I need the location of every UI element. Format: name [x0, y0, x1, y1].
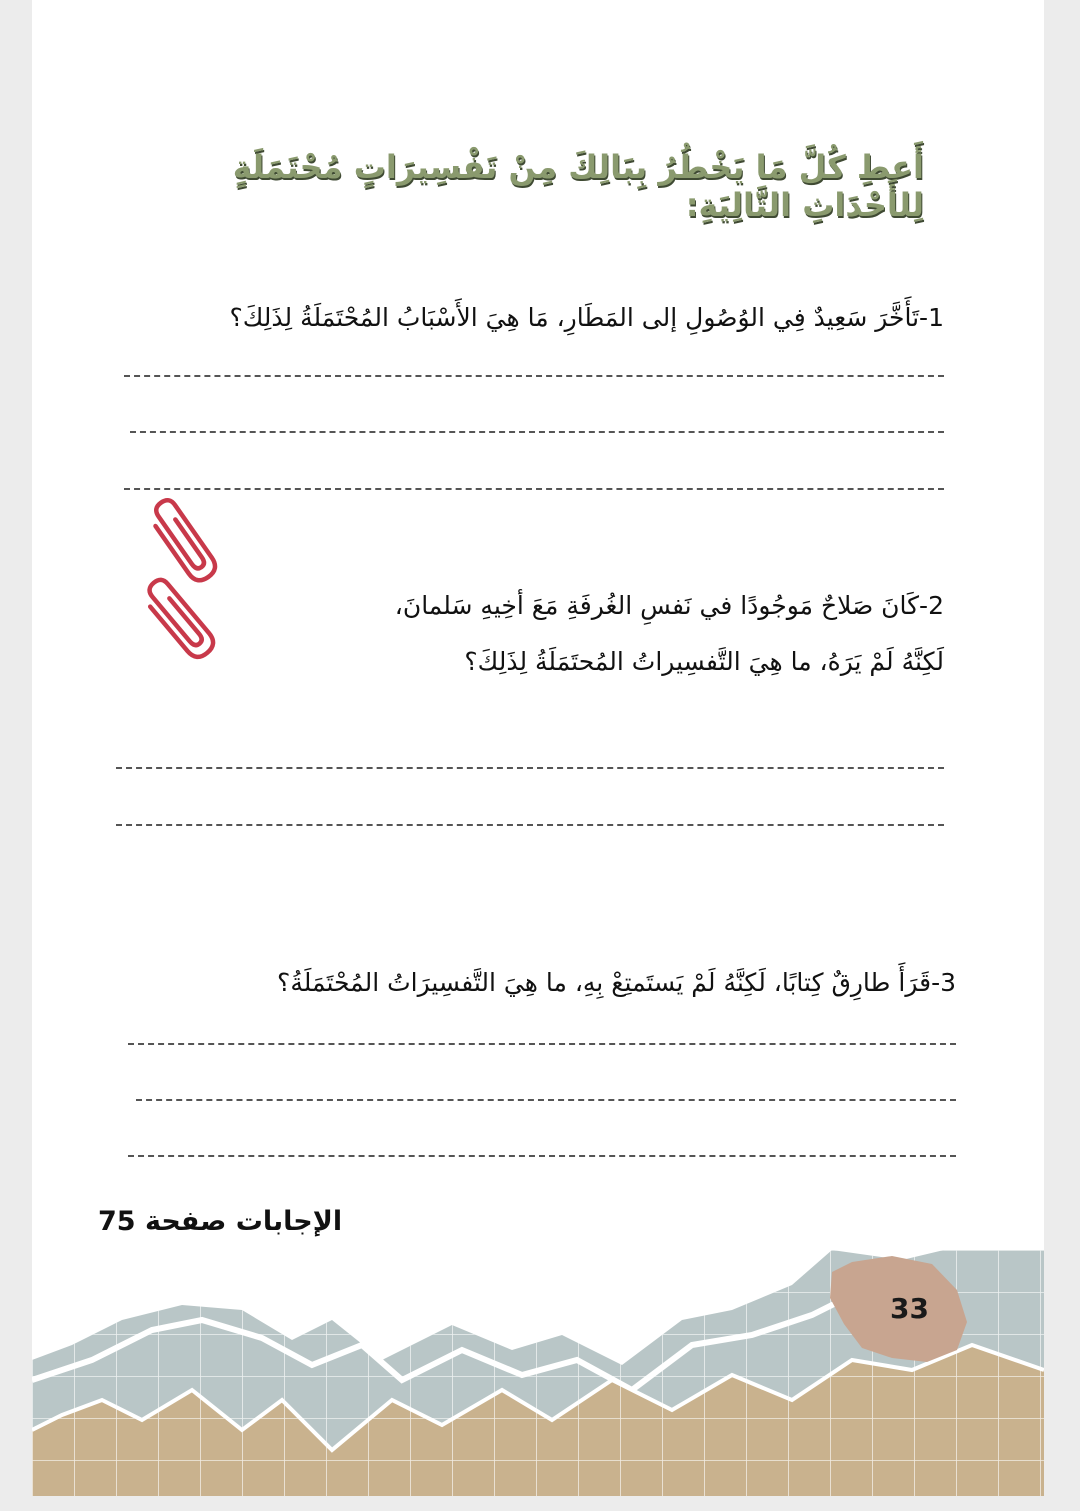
answer-line[interactable]: [116, 824, 944, 826]
answer-line[interactable]: [130, 431, 944, 433]
mountain-decoration: [32, 1250, 1044, 1496]
page-number: 33: [890, 1292, 929, 1325]
answer-line[interactable]: [128, 1043, 956, 1045]
question-3: [196, 963, 956, 1003]
answer-line[interactable]: [124, 375, 944, 377]
worksheet-page: [32, 0, 1044, 1496]
worksheet-heading: أَعطِ كُلَّ مَا يَخْطُرُ بِبَالِكَ مِنْ تَفْسِيرَاتٍ مُحْتَمَلَةٍ لِلأَحْدَاثِ التَّالِيَةِ:: [232, 148, 924, 224]
question-1: [184, 298, 944, 338]
question-2: [344, 578, 944, 690]
answer-line[interactable]: [128, 1155, 956, 1157]
question-1-text: 1-تَأَخَّرَ سَعِيدٌ فِي الوُصُولِ إلى المَطَارِ، مَا هِيَ الأَسْبَابُ المُحْتَمَلَةُ لِذَلِكَ؟: [229, 303, 944, 332]
answer-line[interactable]: [136, 1099, 956, 1101]
question-2-line-1: 2-كَانَ صَلاحٌ مَوجُودًا في نَفسِ الغُرفَةِ مَعَ أخِيهِ سَلمانَ،: [394, 591, 944, 620]
answer-line[interactable]: [116, 767, 944, 769]
question-2-line-2: لَكِنَّهُ لَمْ يَرَهُ، ما هِيَ التَّفسِيراتُ المُحتَمَلَةُ لِذَلِكَ؟: [464, 647, 944, 676]
answer-line[interactable]: [124, 488, 944, 490]
answers-reference: الإجابات صفحة 75: [98, 1206, 343, 1237]
paperclip-icon: [136, 570, 226, 670]
question-3-text: 3-قَرَأَ طارِقٌ كِتابًا، لَكِنَّهُ لَمْ يَستَمتِعْ بِهِ، ما هِيَ التَّفسِيرَاتُ المُحْتَمَلَةُ؟: [277, 968, 956, 997]
